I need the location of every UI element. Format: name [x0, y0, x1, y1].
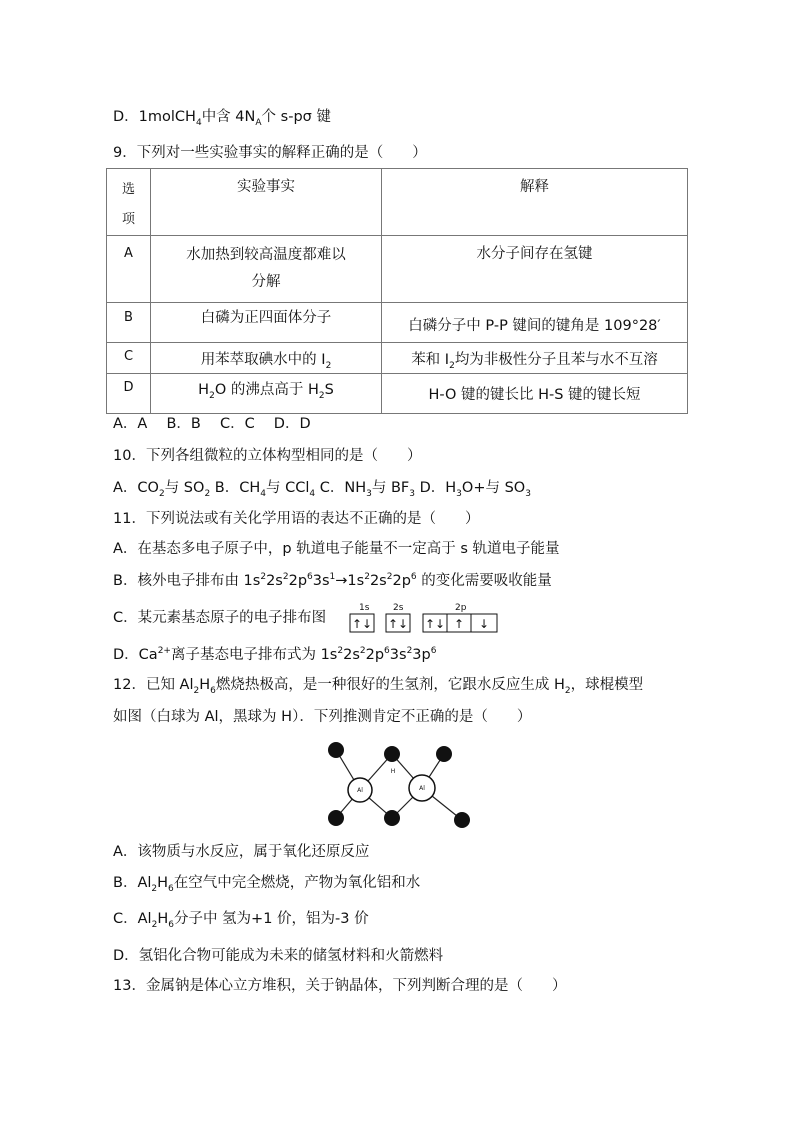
orbital-electrons-2s: ↑↓	[387, 617, 409, 631]
header-fact: 实验事实	[151, 169, 382, 236]
orbital-electrons-2p-1: ↑↓	[424, 617, 446, 631]
bridging-hydrogen-atom	[384, 810, 400, 826]
table-row	[107, 236, 688, 303]
orbital-electrons-1s: ↑↓	[351, 617, 373, 631]
orbital-electrons-2p-2: ↑	[453, 617, 465, 631]
header-option-char1: 选	[121, 182, 135, 197]
table-row	[107, 303, 688, 343]
question-11: 11．下列说法或有关化学用语的表达不正确的是（ ）	[113, 511, 480, 527]
q11-option-d: D．$Ca^{2+}$离子基态电子排布式为 $1s^22s^22p^63s^23p^6$	[113, 646, 437, 663]
q12-option-d: D．氢铝化合物可能成为未来的储氢材料和火箭燃料	[113, 948, 444, 964]
question-12-line2: 如图（白球为 Al，黑球为 H）．下列推测肯定不正确的是（ ）	[113, 709, 532, 725]
hydrogen-atom	[328, 810, 344, 826]
row-a-fact: 水加热到较高温度都难以 分解	[186, 247, 346, 290]
question-12-line1: 12．已知 $Al_2H_6$燃烧热极高，是一种很好的生氢剂，它跟水反应生成 $H_2$，球棍模型	[113, 677, 644, 696]
table-row	[107, 374, 688, 414]
orbital-label-1s: 1s	[359, 603, 370, 613]
orbital-label-2s: 2s	[393, 603, 404, 613]
bridging-hydrogen-atom	[384, 746, 400, 762]
table-row	[107, 343, 688, 374]
q9-table	[106, 168, 688, 414]
q11-option-b: B．核外电子排布由 $1s^22s^22p^63s^1\to 1s^22s^22p^6$ 的变化需要吸收能量	[113, 572, 552, 589]
hydrogen-atom	[454, 812, 470, 828]
row-c-explanation: 苯和 $I_2$均为非极性分子且苯与水不互溶	[411, 352, 658, 371]
row-d-fact: $H_2O$ 的沸点高于 $H_2S$	[198, 382, 334, 401]
row-a-explanation: 水分子间存在氢键	[476, 246, 593, 262]
hydrogen-atom	[436, 746, 452, 762]
q8-option-d: D．1molCH$_4$中含 $4N_A$个 s-pσ 键	[113, 109, 331, 128]
hydrogen-atom	[328, 742, 344, 758]
question-9: 9．下列对一些实验事实的解释正确的是（ ）	[113, 145, 427, 161]
ball-and-stick-model	[322, 740, 472, 828]
table-header-row	[107, 169, 688, 236]
row-a-option: A	[124, 246, 133, 261]
orbital-electrons-2p-3: ↓	[478, 617, 490, 631]
row-c-fact: 用苯萃取碘水中的 $I_2$	[200, 352, 332, 371]
q11-option-a: A．在基态多电子原子中，p 轨道电子能量不一定高于 s 轨道电子能量	[113, 541, 560, 557]
question-13: 13．金属钠是体心立方堆积，关于钠晶体，下列判断合理的是（ ）	[113, 978, 567, 994]
q12-option-c: C．$Al_2H_6$分子中 氢为+1 价，铝为-3 价	[113, 911, 369, 930]
al-label-right: Al	[419, 785, 425, 792]
row-c-option: C	[123, 349, 134, 364]
header-option-char2: 项	[121, 212, 135, 227]
header-explanation: 解释	[382, 169, 688, 236]
row-d-explanation: H-O 键的键长比 H-S 键的键长短	[428, 387, 641, 403]
orbital-label-2p: 2p	[455, 603, 467, 613]
q12-option-a: A．该物质与水反应，属于氧化还原反应	[113, 844, 370, 860]
question-10: 10．下列各组微粒的立体构型相同的是（ ）	[113, 448, 422, 464]
al-label-left: Al	[357, 787, 363, 794]
row-b-option: B	[124, 310, 133, 325]
q11-option-c: C．某元素基态原子的电子排布图	[113, 610, 327, 626]
row-d-option: D	[123, 380, 134, 395]
q10-options: A．$CO_2$与 $SO_2$ B．$CH_4$与 CCl$_4$ C．$NH_3$与 $BF_3$ D．$H_3O+$与 $SO_3$	[113, 480, 531, 499]
header-option	[107, 169, 151, 236]
orbital-diagram	[349, 602, 509, 634]
q12-option-b: B．$Al_2H_6$在空气中完全燃烧，产物为氧化铝和水	[113, 875, 421, 894]
h-label: H	[390, 768, 396, 775]
q9-answer-options: A．A B．B C．C D．D	[113, 416, 311, 432]
row-b-explanation: 白磷分子中 P-P 键间的键角是 109°28′	[408, 318, 661, 334]
row-b-fact: 白磷为正四面体分子	[200, 310, 332, 326]
